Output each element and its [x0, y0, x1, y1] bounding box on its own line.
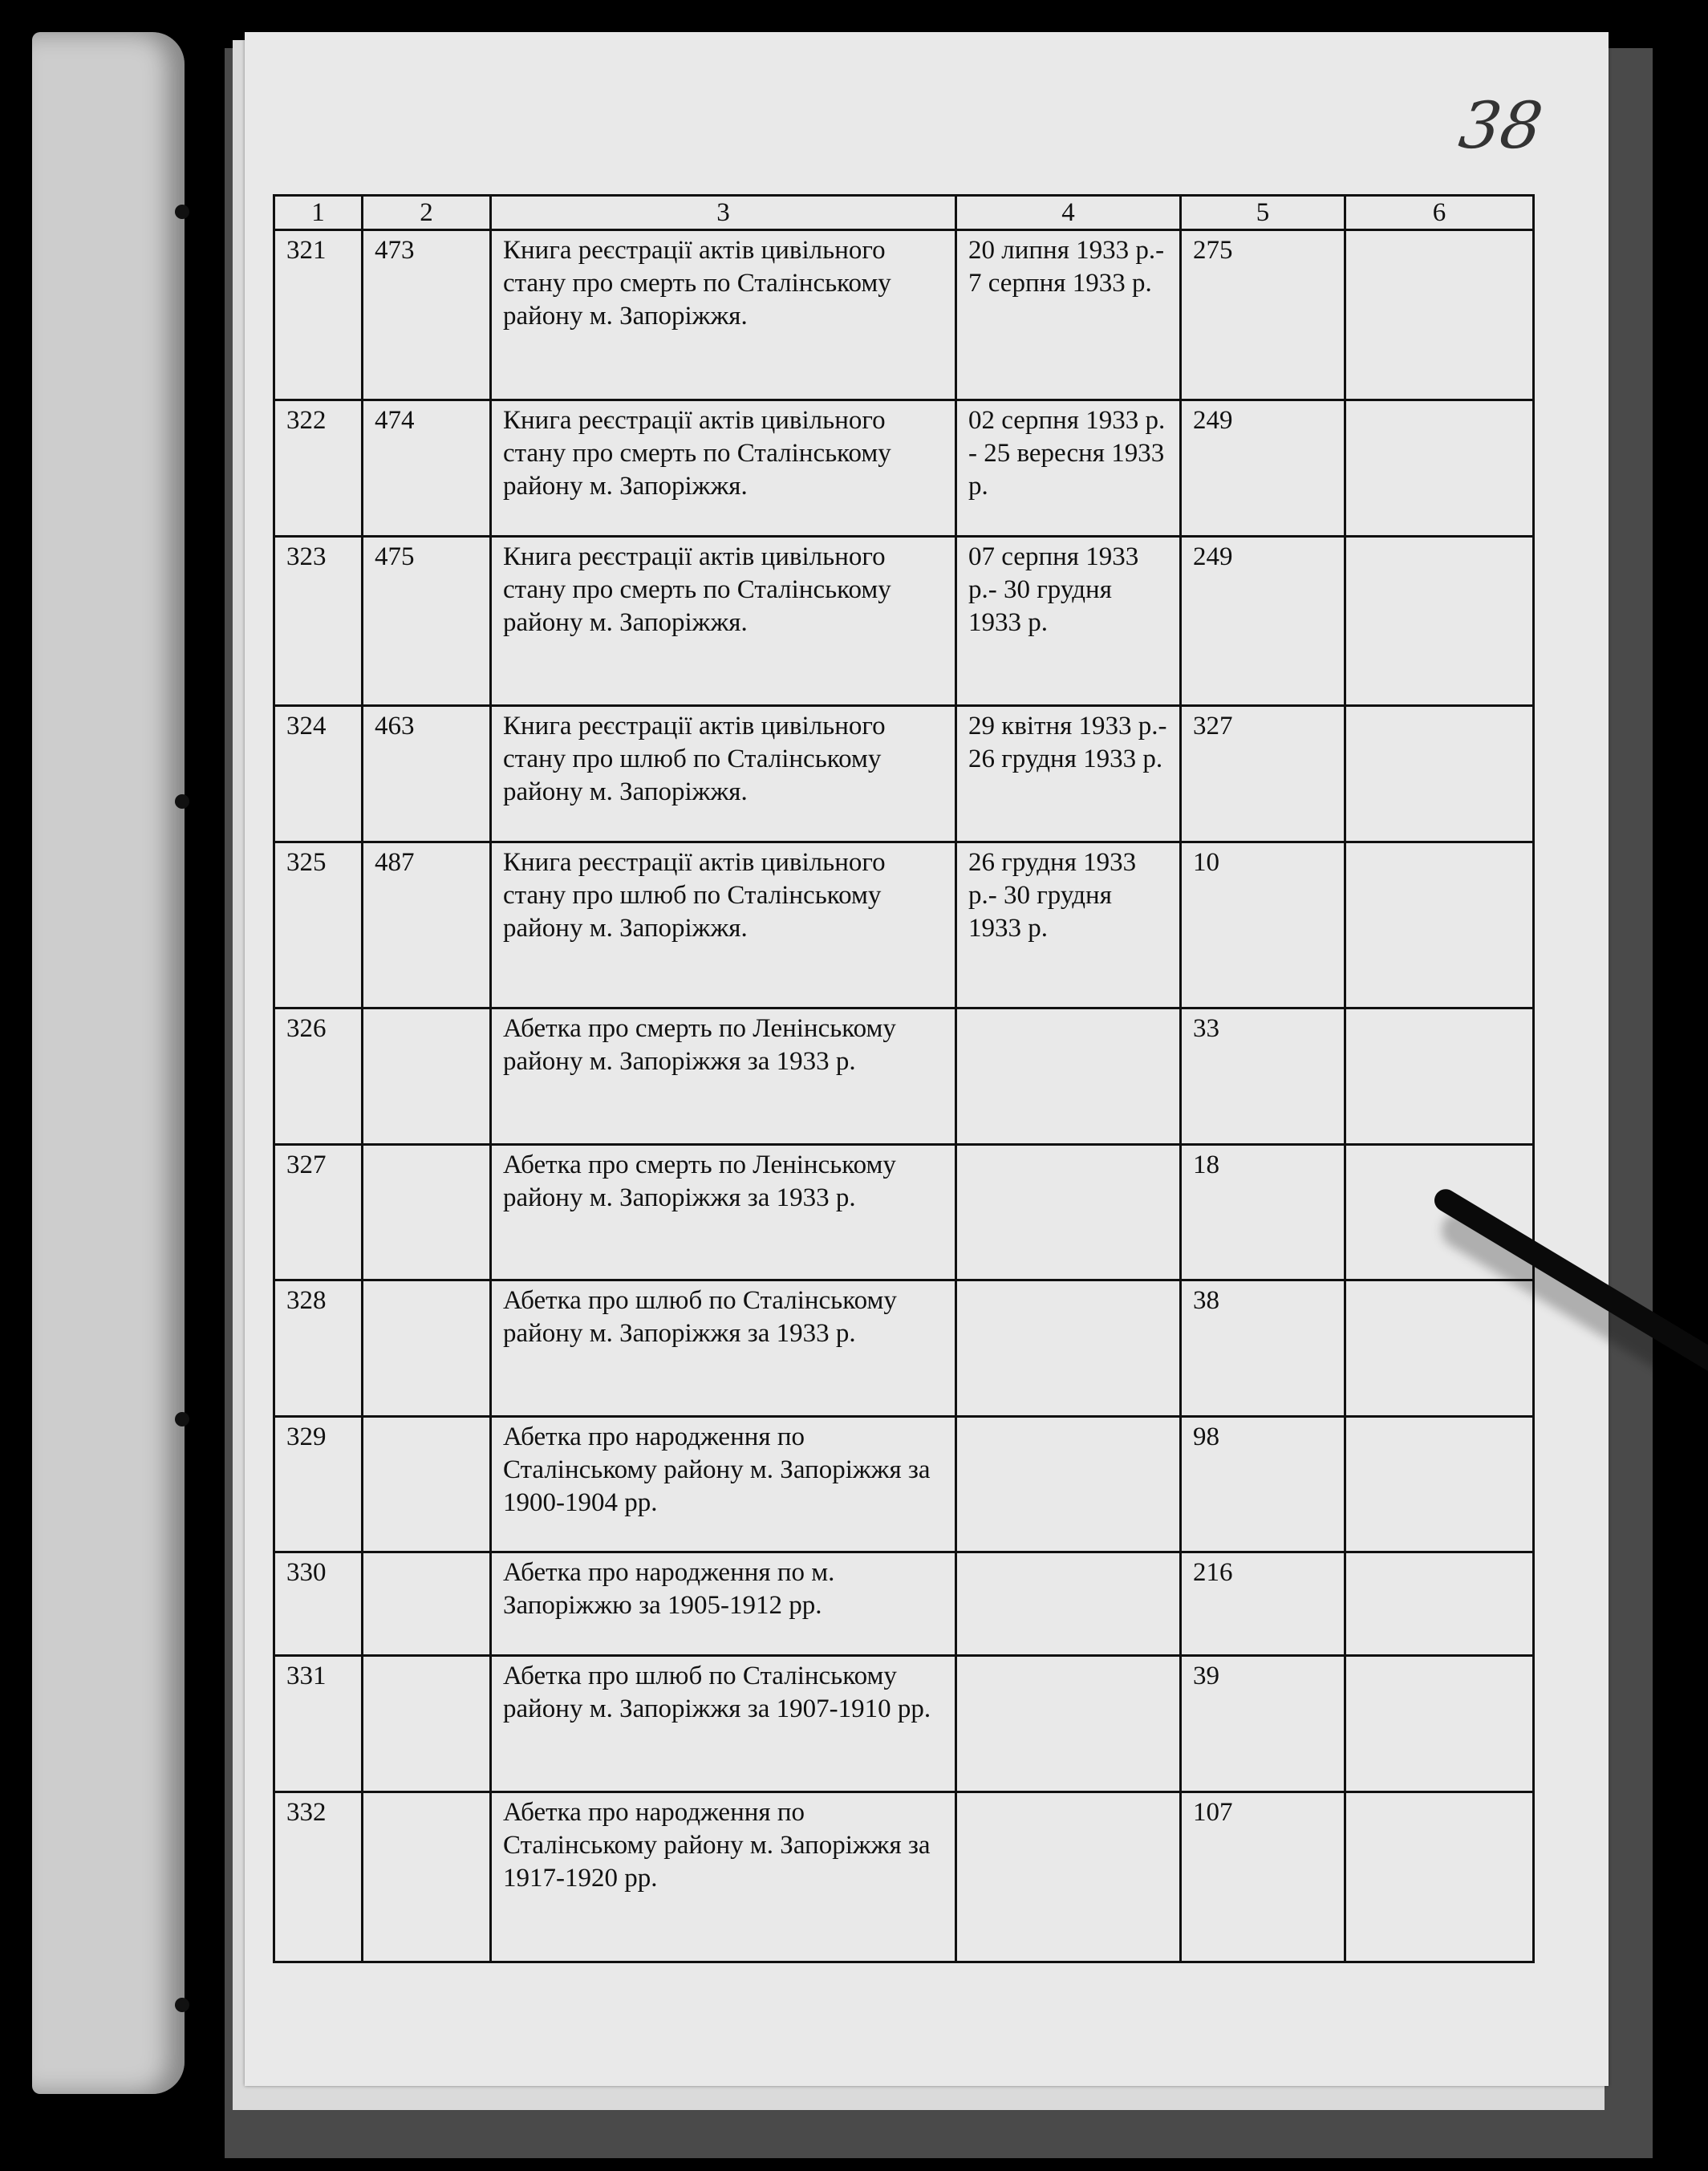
item-number: 328	[274, 1280, 363, 1417]
item-number: 330	[274, 1552, 363, 1656]
item-note	[1345, 1416, 1534, 1552]
column-header: 2	[363, 196, 491, 230]
item-title: Книга реєстрації актів цивільного стану про смерть по Сталінському району м. Запоріжжя.	[491, 230, 956, 400]
table-row	[274, 842, 1534, 1008]
sheet-count: 33	[1181, 1008, 1345, 1144]
file-reference	[363, 1416, 491, 1552]
item-number: 325	[274, 842, 363, 1008]
column-header: 4	[956, 196, 1181, 230]
sheet-count: 38	[1181, 1280, 1345, 1417]
sheet-count: 107	[1181, 1792, 1345, 1962]
file-reference: 473	[363, 230, 491, 400]
table-row	[274, 536, 1534, 706]
table-row	[274, 230, 1534, 400]
file-reference	[363, 1144, 491, 1280]
file-reference: 487	[363, 842, 491, 1008]
column-header: 5	[1181, 196, 1345, 230]
item-dates: 02 серпня 1933 р. - 25 вересня 1933 р.	[956, 400, 1181, 536]
sheet-count: 18	[1181, 1144, 1345, 1280]
file-reference	[363, 1656, 491, 1792]
binding-hole	[175, 794, 189, 809]
item-dates	[956, 1144, 1181, 1280]
sheet-count: 216	[1181, 1552, 1345, 1656]
item-title: Книга реєстрації актів цивільного стану про шлюб по Сталінському району м. Запоріжжя.	[491, 706, 956, 842]
table-row	[274, 1144, 1534, 1280]
header-row	[274, 196, 1534, 230]
item-note	[1345, 400, 1534, 536]
file-reference: 474	[363, 400, 491, 536]
item-title: Абетка про народження по Сталінському району м. Запоріжжя за 1900-1904 рр.	[491, 1416, 956, 1552]
sheet-count: 249	[1181, 536, 1345, 706]
item-note	[1345, 536, 1534, 706]
table-row	[274, 1792, 1534, 1962]
binding-hole	[175, 205, 189, 219]
item-note	[1345, 1280, 1534, 1417]
item-title: Абетка про народження по м. Запоріжжю за 1905-1912 рр.	[491, 1552, 956, 1656]
item-note	[1345, 1792, 1534, 1962]
previous-page-edge	[32, 32, 185, 2094]
file-reference: 463	[363, 706, 491, 842]
table-row	[274, 706, 1534, 842]
item-note	[1345, 1656, 1534, 1792]
item-title: Книга реєстрації актів цивільного стану про смерть по Сталінському району м. Запоріжжя.	[491, 536, 956, 706]
table-row	[274, 1656, 1534, 1792]
binding-hole	[175, 1412, 189, 1426]
item-title: Абетка про шлюб по Сталінському району м. Запоріжжя за 1907-1910 рр.	[491, 1656, 956, 1792]
item-dates: 26 грудня 1933 р.- 30 грудня 1933 р.	[956, 842, 1181, 1008]
column-header: 6	[1345, 196, 1534, 230]
item-number: 322	[274, 400, 363, 536]
sheet-count: 249	[1181, 400, 1345, 536]
item-dates: 20 липня 1933 р.- 7 серпня 1933 р.	[956, 230, 1181, 400]
item-dates	[956, 1656, 1181, 1792]
item-number: 326	[274, 1008, 363, 1144]
item-dates	[956, 1280, 1181, 1417]
item-number: 331	[274, 1656, 363, 1792]
item-number: 329	[274, 1416, 363, 1552]
sheet-count: 98	[1181, 1416, 1345, 1552]
item-title: Абетка про шлюб по Сталінському району м. Запоріжжя за 1933 р.	[491, 1280, 956, 1417]
item-dates	[956, 1552, 1181, 1656]
item-note	[1345, 842, 1534, 1008]
file-reference	[363, 1008, 491, 1144]
item-number: 323	[274, 536, 363, 706]
table-row	[274, 1008, 1534, 1144]
item-title: Абетка про смерть по Ленінському району м. Запоріжжя за 1933 р.	[491, 1144, 956, 1280]
file-reference	[363, 1552, 491, 1656]
item-title: Книга реєстрації актів цивільного стану про шлюб по Сталінському району м. Запоріжжя.	[491, 842, 956, 1008]
item-note	[1345, 1008, 1534, 1144]
binding-hole	[175, 1998, 189, 2012]
item-dates	[956, 1416, 1181, 1552]
column-header: 3	[491, 196, 956, 230]
table-row	[274, 1280, 1534, 1417]
sheet-count: 275	[1181, 230, 1345, 400]
inventory-table	[273, 194, 1535, 1963]
file-reference	[363, 1792, 491, 1962]
file-reference	[363, 1280, 491, 1417]
sheet-count: 10	[1181, 842, 1345, 1008]
table-row	[274, 1416, 1534, 1552]
item-title: Абетка про смерть по Ленінському району м. Запоріжжя за 1933 р.	[491, 1008, 956, 1144]
handwritten-page-number: 38	[1454, 88, 1548, 163]
item-title: Абетка про народження по Сталінському району м. Запоріжжя за 1917-1920 рр.	[491, 1792, 956, 1962]
sheet-count: 327	[1181, 706, 1345, 842]
item-note	[1345, 706, 1534, 842]
item-dates: 29 квітня 1933 р.- 26 грудня 1933 р.	[956, 706, 1181, 842]
item-number: 324	[274, 706, 363, 842]
table-row	[274, 1552, 1534, 1656]
table-row	[274, 400, 1534, 536]
column-header: 1	[274, 196, 363, 230]
item-number: 321	[274, 230, 363, 400]
item-note	[1345, 1552, 1534, 1656]
item-number: 332	[274, 1792, 363, 1962]
file-reference: 475	[363, 536, 491, 706]
item-title: Книга реєстрації актів цивільного стану про смерть по Сталінському району м. Запоріжжя.	[491, 400, 956, 536]
item-number: 327	[274, 1144, 363, 1280]
item-dates: 07 серпня 1933 р.- 30 грудня 1933 р.	[956, 536, 1181, 706]
sheet-count: 39	[1181, 1656, 1345, 1792]
item-dates	[956, 1008, 1181, 1144]
item-dates	[956, 1792, 1181, 1962]
item-note	[1345, 230, 1534, 400]
